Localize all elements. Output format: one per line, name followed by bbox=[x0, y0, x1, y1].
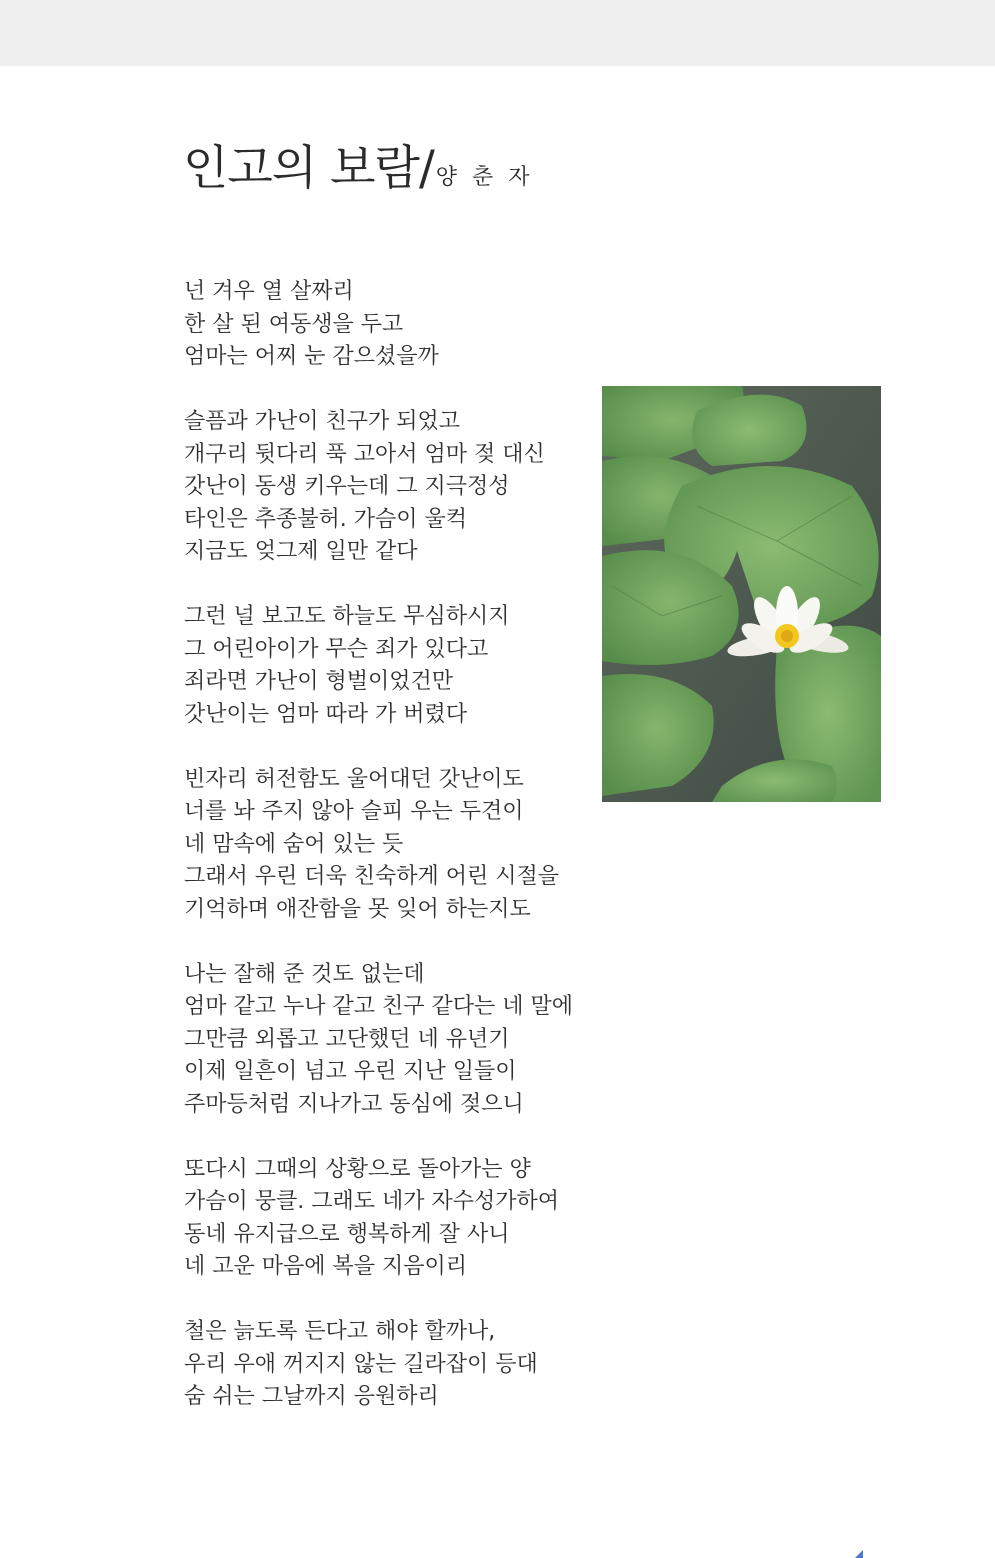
poem-line: 숨 쉬는 그날까지 응원하리 bbox=[184, 1384, 439, 1409]
stanza bbox=[184, 1316, 604, 1414]
poem-line: 또다시 그때의 상황으로 돌아가는 양 bbox=[184, 1156, 531, 1182]
poem-line: 너를 놔 주지 않아 슬피 우는 두견이 bbox=[184, 799, 524, 824]
top-bar bbox=[0, 0, 995, 66]
poem-line: 이제 일흔이 넘고 우린 지난 일들이 bbox=[184, 1059, 517, 1084]
poem-line: 엄마는 어찌 눈 감으셨을까 bbox=[184, 344, 439, 369]
poem-line: 네 맘속에 숨어 있는 듯 bbox=[184, 831, 404, 857]
poem-line: 갓난이는 엄마 따라 가 버렸다 bbox=[184, 701, 467, 727]
poem-line: 한 살 된 여동생을 두고 bbox=[184, 311, 404, 337]
stanza bbox=[184, 601, 604, 731]
corner-mark-icon bbox=[855, 1550, 865, 1558]
poem-line: 가슴이 뭉클. 그래도 네가 자수성가하여 bbox=[184, 1189, 559, 1214]
water-lily-illustration bbox=[602, 386, 881, 802]
poem-line: 엄마 같고 누나 같고 친구 같다는 네 말에 bbox=[184, 994, 573, 1019]
poem-author: 양 춘 자 bbox=[435, 165, 534, 190]
poem-line: 타인은 추종불허. 가슴이 울컥 bbox=[184, 506, 467, 532]
poem-line: 그만큼 외롭고 고단했던 네 유년기 bbox=[184, 1026, 510, 1052]
poem-line: 빈자리 허전함도 울어대던 갓난이도 bbox=[184, 766, 524, 792]
poem-line: 우리 우애 꺼지지 않는 길라잡이 등대 bbox=[184, 1351, 538, 1377]
document-page bbox=[0, 66, 995, 1558]
poem-body bbox=[184, 276, 604, 1446]
poem-line: 그런 널 보고도 하늘도 무심하시지 bbox=[184, 604, 510, 629]
stanza bbox=[184, 764, 604, 927]
poem-line: 네 고운 마음에 복을 지음이리 bbox=[184, 1254, 467, 1279]
poem-line: 갓난이 동생 키우는데 그 지극정성 bbox=[184, 474, 510, 499]
poem-line: 죄라면 가난이 형벌이었건만 bbox=[184, 669, 454, 694]
poem-line: 넌 겨우 열 살짜리 bbox=[184, 279, 354, 304]
poem-line: 슬픔과 가난이 친구가 되었고 bbox=[184, 409, 461, 434]
poem-line: 나는 잘해 준 것도 없는데 bbox=[184, 961, 425, 987]
poem-title bbox=[183, 141, 534, 196]
poem-title-text: 인고의 보람/ bbox=[183, 141, 434, 196]
poem-line: 그 어린아이가 무슨 죄가 있다고 bbox=[184, 636, 489, 662]
stanza bbox=[184, 1154, 604, 1284]
poem-line: 기억하며 애잔함을 못 잊어 하는지도 bbox=[184, 896, 531, 922]
poem-line: 그래서 우린 더욱 친숙하게 어린 시절을 bbox=[184, 864, 559, 889]
stanza bbox=[184, 406, 604, 569]
poem-line: 동네 유지급으로 행복하게 잘 사니 bbox=[184, 1221, 510, 1247]
poem-line: 철은 늙도록 든다고 해야 할까나, bbox=[184, 1319, 496, 1344]
stanza bbox=[184, 959, 604, 1122]
poem-line: 개구리 뒷다리 푹 고아서 엄마 젖 대신 bbox=[184, 441, 545, 467]
stanza bbox=[184, 276, 604, 374]
poem-line: 주마등처럼 지나가고 동심에 젖으니 bbox=[184, 1091, 524, 1117]
water-lily-photo bbox=[602, 386, 881, 802]
poem-line: 지금도 엊그제 일만 같다 bbox=[184, 539, 418, 564]
